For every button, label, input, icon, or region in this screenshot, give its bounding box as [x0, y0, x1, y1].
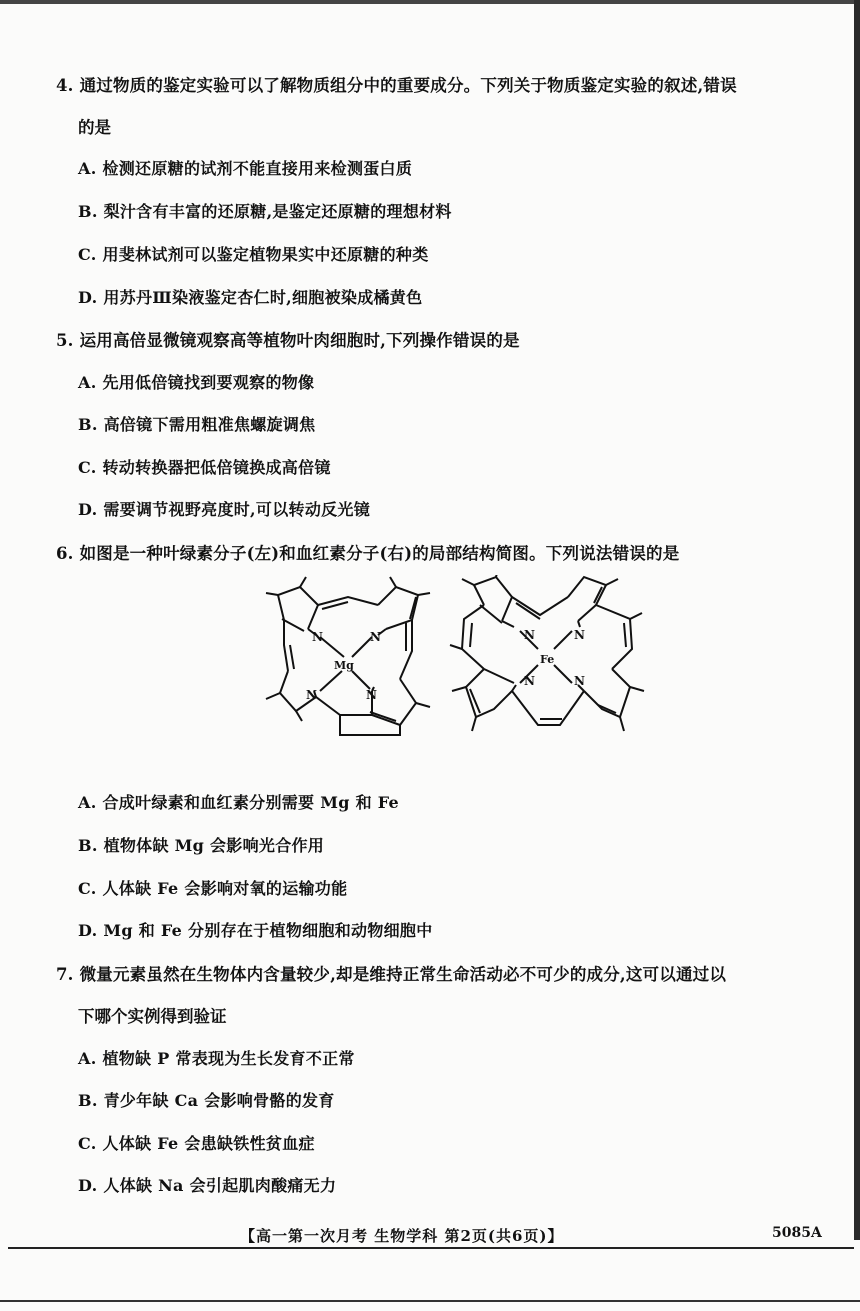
scan-edge-top	[0, 0, 860, 4]
question-6-stem: 6. 如图是一种叶绿素分子(左)和血红素分子(右)的局部结构简图。下列说法错误的是	[56, 544, 680, 563]
left-n-bottom-left: N	[306, 688, 317, 702]
porphyrin-structures-figure	[240, 575, 670, 765]
question-7-option-b: B. 青少年缺 Ca 会影响骨骼的发育	[78, 1091, 335, 1110]
left-n-top-right: N	[370, 630, 381, 644]
left-center-atom: Mg	[334, 659, 354, 672]
question-4-stem-line2: 的是	[78, 118, 111, 137]
question-7-stem-line1: 7. 微量元素虽然在生物体内含量较少,却是维持正常生命活动必不可少的成分,这可以通过以	[56, 965, 727, 984]
right-n-bottom-left: N	[524, 674, 535, 688]
scan-edge-right	[854, 0, 860, 1240]
left-n-top-left: N	[312, 630, 323, 644]
question-6-option-c: C. 人体缺 Fe 会影响对氧的运输功能	[78, 879, 348, 898]
question-7-option-c: C. 人体缺 Fe 会患缺铁性贫血症	[78, 1134, 315, 1153]
question-5-option-b: B. 高倍镜下需用粗准焦螺旋调焦	[78, 415, 316, 434]
footer-text: 【高一第一次月考 生物学科 第2页(共6页)】	[240, 1227, 564, 1245]
page-footer	[0, 1225, 860, 1255]
left-n-bottom-right: N	[366, 688, 377, 702]
question-5-option-c: C. 转动转换器把低倍镜换成高倍镜	[78, 458, 331, 477]
footer-code: 5085A	[772, 1225, 822, 1241]
chlorophyll-structure	[266, 577, 430, 735]
right-center-atom: Fe	[540, 653, 555, 666]
scan-edge-bottom	[0, 1300, 860, 1302]
question-5-stem: 5. 运用高倍显微镜观察高等植物叶肉细胞时,下列操作错误的是	[56, 331, 520, 350]
question-4-option-d: D. 用苏丹Ⅲ染液鉴定杏仁时,细胞被染成橘黄色	[78, 288, 423, 307]
question-4-stem-line1: 4. 通过物质的鉴定实验可以了解物质组分中的重要成分。下列关于物质鉴定实验的叙述,错误	[56, 76, 737, 95]
question-6-option-b: B. 植物体缺 Mg 会影响光合作用	[78, 836, 325, 855]
question-7-option-a: A. 植物缺 P 常表现为生长发育不正常	[78, 1049, 355, 1068]
right-n-top-left: N	[524, 628, 535, 642]
question-5-option-a: A. 先用低倍镜找到要观察的物像	[78, 373, 315, 392]
question-4-option-a: A. 检测还原糖的试剂不能直接用来检测蛋白质	[78, 159, 413, 178]
right-n-bottom-right: N	[574, 674, 585, 688]
question-6-option-a: A. 合成叶绿素和血红素分别需要 Mg 和 Fe	[78, 793, 400, 812]
question-4-option-c: C. 用斐林试剂可以鉴定植物果实中还原糖的种类	[78, 245, 429, 264]
question-4-option-b: B. 梨汁含有丰富的还原糖,是鉴定还原糖的理想材料	[78, 202, 452, 221]
question-7-option-d: D. 人体缺 Na 会引起肌肉酸痛无力	[78, 1176, 337, 1195]
question-5-option-d: D. 需要调节视野亮度时,可以转动反光镜	[78, 500, 371, 519]
right-n-top-right: N	[574, 628, 585, 642]
question-7-stem-line2: 下哪个实例得到验证	[78, 1007, 227, 1026]
question-6-option-d: D. Mg 和 Fe 分别存在于植物细胞和动物细胞中	[78, 921, 433, 940]
structure-diagram	[240, 575, 670, 765]
footer-rule	[8, 1247, 854, 1249]
